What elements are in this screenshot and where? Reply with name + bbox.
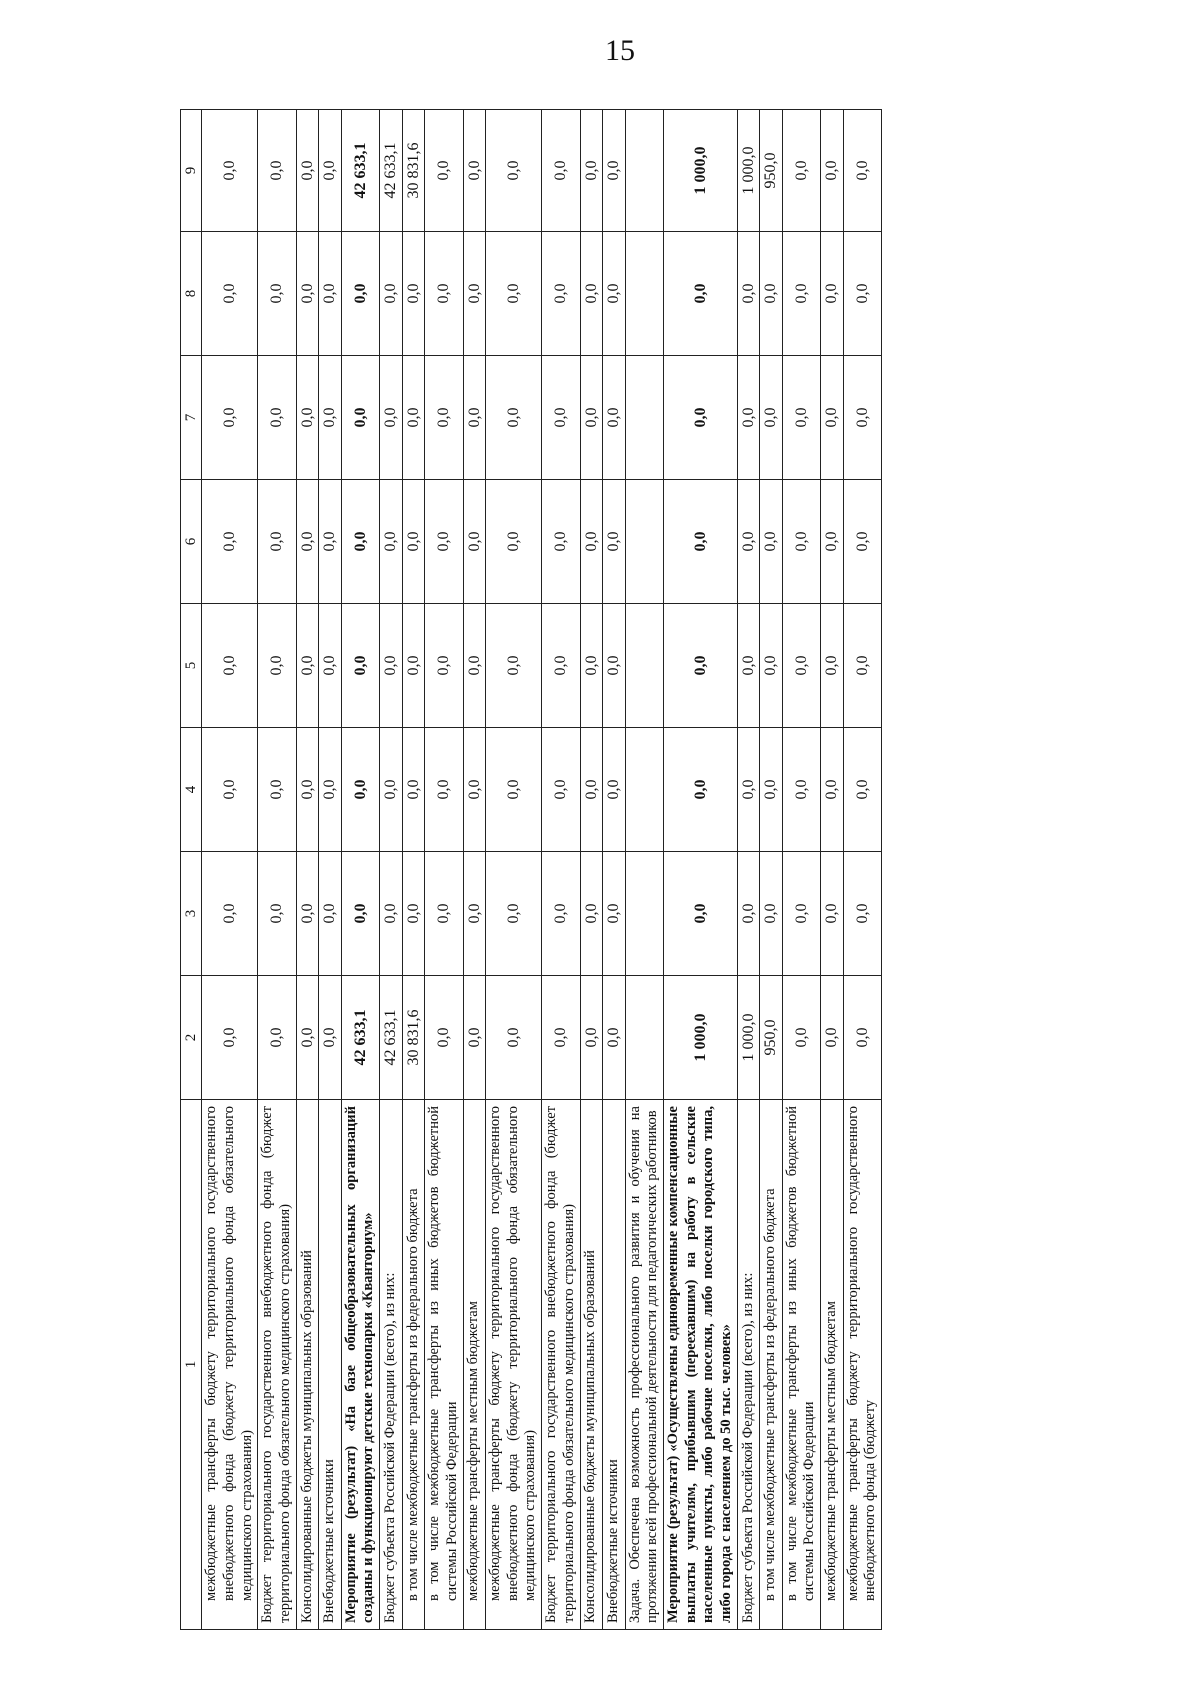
empty-cell [625,480,663,604]
table-row [843,110,881,1630]
value-cell: 0,0 [402,604,425,728]
value-cell: 30 831,6 [402,110,425,232]
value-cell: 42 633,1 [341,110,379,232]
value-cell: 0,0 [341,356,379,480]
value-cell: 0,0 [542,604,580,728]
value-cell: 0,0 [296,356,319,480]
row-label: Консолидированные бюджеты муниципальных образований [580,1100,603,1630]
value-cell: 0,0 [258,852,296,976]
value-cell: 0,0 [782,232,820,356]
value-cell: 0,0 [380,728,403,852]
empty-cell [625,976,663,1100]
value-cell: 0,0 [202,232,258,356]
value-cell: 0,0 [341,852,379,976]
value-cell: 0,0 [821,852,844,976]
value-cell: 0,0 [821,976,844,1100]
row-label: в том числе межбюджетные трансферты из федерального бюджета [402,1100,425,1630]
value-cell: 0,0 [202,356,258,480]
value-cell: 0,0 [821,356,844,480]
value-cell: 0,0 [821,480,844,604]
value-cell: 0,0 [542,356,580,480]
value-cell: 0,0 [843,110,881,232]
value-cell: 0,0 [486,604,542,728]
value-cell: 42 633,1 [380,976,403,1100]
value-cell: 0,0 [843,480,881,604]
value-cell: 0,0 [760,232,783,356]
table-row [380,110,403,1630]
row-label: Бюджет территориального государственного внебюджетного фонда (бюджет территориального фонда обязательного медицинского страхования) [542,1100,580,1630]
table-row [258,110,296,1630]
value-cell: 0,0 [542,852,580,976]
value-cell: 0,0 [296,852,319,976]
value-cell: 0,0 [821,110,844,232]
row-label: в том числе межбюджетные трансферты из федерального бюджета [760,1100,783,1630]
value-cell: 0,0 [843,728,881,852]
value-cell: 0,0 [782,976,820,1100]
page-number: 15 [605,34,635,67]
empty-cell [625,232,663,356]
value-cell: 0,0 [425,110,463,232]
value-cell: 0,0 [603,356,626,480]
value-cell: 0,0 [737,728,760,852]
value-cell: 0,0 [463,976,486,1100]
table-row [402,110,425,1630]
value-cell: 0,0 [380,480,403,604]
value-cell: 0,0 [202,110,258,232]
value-cell: 0,0 [603,110,626,232]
table-row [760,110,783,1630]
table-row [603,110,626,1630]
col-header: 1 [181,1100,202,1630]
row-label: Консолидированные бюджеты муниципальных образований [296,1100,319,1630]
value-cell: 0,0 [843,232,881,356]
value-cell: 0,0 [603,604,626,728]
value-cell: 0,0 [319,604,342,728]
value-cell: 0,0 [663,232,737,356]
row-label: Внебюджетные источники [603,1100,626,1630]
value-cell: 0,0 [258,728,296,852]
value-cell: 0,0 [319,728,342,852]
value-cell: 0,0 [425,604,463,728]
value-cell: 0,0 [663,728,737,852]
value-cell: 0,0 [542,480,580,604]
value-cell: 0,0 [463,232,486,356]
value-cell: 0,0 [258,604,296,728]
table-row [425,110,463,1630]
col-header: 7 [181,356,202,480]
value-cell: 0,0 [737,852,760,976]
table-row [202,110,258,1630]
value-cell: 0,0 [663,480,737,604]
value-cell: 0,0 [202,852,258,976]
value-cell: 42 633,1 [380,110,403,232]
value-cell: 30 831,6 [402,976,425,1100]
value-cell: 1 000,0 [663,110,737,232]
value-cell: 0,0 [603,232,626,356]
value-cell: 0,0 [463,480,486,604]
value-cell: 0,0 [258,232,296,356]
value-cell: 0,0 [319,852,342,976]
row-label: Мероприятие (результат) «Осуществлены единовременные компенсационные выплаты учителям, прибывшим (переехавшим) на работу в сельские населенные пункты, либо рабочие поселки, либо поселки городского типа, либо города с населением до 50 тыс. человек» [663,1100,737,1630]
value-cell: 0,0 [760,852,783,976]
value-cell: 0,0 [341,232,379,356]
value-cell: 0,0 [580,480,603,604]
col-header: 8 [181,232,202,356]
budget-table [180,109,882,1630]
value-cell: 0,0 [402,356,425,480]
value-cell: 0,0 [603,480,626,604]
col-header: 4 [181,728,202,852]
value-cell: 0,0 [296,728,319,852]
value-cell: 0,0 [380,232,403,356]
table-row [821,110,844,1630]
row-label: межбюджетные трансферты бюджету территориального государственного внебюджетного фонда (бюджету [843,1100,881,1630]
value-cell: 0,0 [319,356,342,480]
value-cell: 0,0 [402,852,425,976]
value-cell: 1 000,0 [737,976,760,1100]
value-cell: 0,0 [402,480,425,604]
value-cell: 0,0 [425,356,463,480]
value-cell: 0,0 [782,852,820,976]
col-header: 6 [181,480,202,604]
value-cell: 0,0 [341,728,379,852]
value-cell: 0,0 [425,976,463,1100]
value-cell: 0,0 [425,728,463,852]
table-row [625,110,663,1630]
row-label: Бюджет территориального государственного внебюджетного фонда (бюджет территориального фонда обязательного медицинского страхования) [258,1100,296,1630]
value-cell: 0,0 [486,480,542,604]
row-label: Задача. Обеспечена возможность профессионального развития и обучения на протяжении всей профессиональной деятельности для педагогических работников [625,1100,663,1630]
value-cell: 0,0 [737,604,760,728]
value-cell: 0,0 [843,356,881,480]
value-cell: 0,0 [486,356,542,480]
value-cell: 0,0 [603,852,626,976]
value-cell: 0,0 [319,480,342,604]
value-cell: 0,0 [821,604,844,728]
col-header: 5 [181,604,202,728]
value-cell: 0,0 [760,604,783,728]
value-cell: 0,0 [782,356,820,480]
row-label: Внебюджетные источники [319,1100,342,1630]
value-cell: 0,0 [258,356,296,480]
empty-cell [625,852,663,976]
value-cell: 0,0 [782,604,820,728]
value-cell: 0,0 [542,728,580,852]
value-cell: 0,0 [760,480,783,604]
row-label: межбюджетные трансферты бюджету территориального государственного внебюджетного фонда (бюджету территориального фонда обязательного медицинского страхования) [486,1100,542,1630]
value-cell: 0,0 [542,976,580,1100]
value-cell: 0,0 [486,976,542,1100]
value-cell: 0,0 [425,232,463,356]
value-cell: 0,0 [402,728,425,852]
value-cell: 0,0 [580,110,603,232]
value-cell: 0,0 [663,356,737,480]
value-cell: 1 000,0 [737,110,760,232]
value-cell: 0,0 [425,480,463,604]
value-cell: 0,0 [542,232,580,356]
row-label: межбюджетные трансферты бюджету территориального государственного внебюджетного фонда (бюджету территориального фонда обязательного медицинского страхования) [202,1100,258,1630]
value-cell: 0,0 [782,728,820,852]
value-cell: 0,0 [663,852,737,976]
value-cell: 0,0 [782,480,820,604]
col-header: 9 [181,110,202,232]
value-cell: 0,0 [603,728,626,852]
empty-cell [625,110,663,232]
table-row [486,110,542,1630]
row-label: в том числе межбюджетные трансферты из иных бюджетов бюджетной системы Российской Федерации [782,1100,820,1630]
value-cell: 0,0 [737,480,760,604]
col-header: 2 [181,976,202,1100]
value-cell: 0,0 [760,356,783,480]
table-row [737,110,760,1630]
value-cell: 0,0 [380,356,403,480]
value-cell: 0,0 [319,110,342,232]
value-cell: 0,0 [486,110,542,232]
value-cell: 0,0 [341,480,379,604]
value-cell: 0,0 [486,232,542,356]
value-cell: 0,0 [663,604,737,728]
value-cell: 0,0 [782,110,820,232]
value-cell: 0,0 [319,976,342,1100]
row-label: в том числе межбюджетные трансферты из иных бюджетов бюджетной системы Российской Федерации [425,1100,463,1630]
value-cell: 0,0 [296,232,319,356]
table-row [580,110,603,1630]
value-cell: 0,0 [603,976,626,1100]
table-row [319,110,342,1630]
row-label: Бюджет субъекта Российской Федерации (всего), из них: [380,1100,403,1630]
value-cell: 0,0 [296,480,319,604]
row-label: Мероприятие (результат) «На базе общеобразовательных организаций созданы и функционируют детские технопарки «Кванториум» [341,1100,379,1630]
value-cell: 0,0 [737,356,760,480]
value-cell: 0,0 [202,728,258,852]
value-cell: 0,0 [258,480,296,604]
table-row [296,110,319,1630]
value-cell: 0,0 [843,604,881,728]
empty-cell [625,728,663,852]
value-cell: 0,0 [580,852,603,976]
col-header: 3 [181,852,202,976]
value-cell: 0,0 [542,110,580,232]
value-cell: 0,0 [737,232,760,356]
value-cell: 0,0 [425,852,463,976]
value-cell: 950,0 [760,110,783,232]
value-cell: 0,0 [296,110,319,232]
value-cell: 0,0 [580,976,603,1100]
table-row [663,110,737,1630]
row-label: межбюджетные трансферты местным бюджетам [463,1100,486,1630]
value-cell: 0,0 [463,852,486,976]
value-cell: 0,0 [821,232,844,356]
value-cell: 0,0 [258,110,296,232]
header-row [181,110,202,1630]
value-cell: 0,0 [463,604,486,728]
value-cell: 0,0 [580,232,603,356]
value-cell: 0,0 [486,728,542,852]
table-row [542,110,580,1630]
value-cell: 0,0 [296,604,319,728]
value-cell: 0,0 [580,356,603,480]
value-cell: 42 633,1 [341,976,379,1100]
value-cell: 0,0 [202,480,258,604]
row-label: Бюджет субъекта Российской Федерации (всего), из них: [737,1100,760,1630]
table-body [202,110,882,1630]
value-cell: 0,0 [843,976,881,1100]
value-cell: 0,0 [463,728,486,852]
row-label: межбюджетные трансферты местным бюджетам [821,1100,844,1630]
value-cell: 0,0 [843,852,881,976]
value-cell: 0,0 [296,976,319,1100]
value-cell: 950,0 [760,976,783,1100]
value-cell: 1 000,0 [663,976,737,1100]
value-cell: 0,0 [258,976,296,1100]
value-cell: 0,0 [821,728,844,852]
value-cell: 0,0 [380,852,403,976]
value-cell: 0,0 [760,728,783,852]
value-cell: 0,0 [380,604,403,728]
value-cell: 0,0 [319,232,342,356]
table-row [463,110,486,1630]
empty-cell [625,604,663,728]
value-cell: 0,0 [463,110,486,232]
value-cell: 0,0 [486,852,542,976]
rotated-table-wrapper [180,110,1110,1630]
value-cell: 0,0 [341,604,379,728]
empty-cell [625,356,663,480]
value-cell: 0,0 [202,604,258,728]
table-row [782,110,820,1630]
table-row [341,110,379,1630]
value-cell: 0,0 [402,232,425,356]
value-cell: 0,0 [580,728,603,852]
value-cell: 0,0 [580,604,603,728]
value-cell: 0,0 [202,976,258,1100]
value-cell: 0,0 [463,356,486,480]
